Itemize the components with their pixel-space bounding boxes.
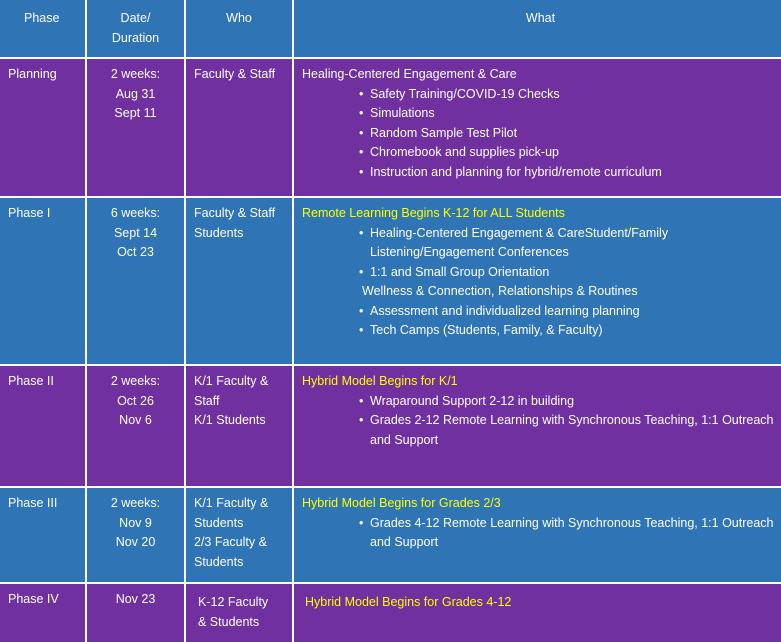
row-planning-date bbox=[87, 59, 184, 196]
header-who-label: Who bbox=[226, 11, 252, 25]
list-item: • Assessment and individualized learning planning bbox=[359, 303, 640, 318]
date-line: 2 weeks: bbox=[110, 374, 161, 388]
row-phase4-phase bbox=[0, 584, 85, 642]
date-line: Nov 6 bbox=[119, 413, 152, 427]
who-line: K/1 Students bbox=[194, 413, 266, 427]
row-phase4-who bbox=[186, 584, 292, 642]
list-item: • Safety Training/COVID-19 Checks bbox=[359, 86, 560, 101]
row-phase1-what bbox=[294, 198, 781, 364]
row-phase4-what bbox=[294, 584, 781, 642]
bullet-list bbox=[302, 224, 779, 283]
bullet-list bbox=[302, 392, 779, 451]
date-line: Nov 20 bbox=[115, 535, 156, 549]
list-item: • Grades 4-12 Remote Learning with Synchronous Teaching, 1:1 Outreach and Support bbox=[359, 515, 774, 549]
date-line: 2 weeks: bbox=[110, 496, 161, 510]
who-line: K/1 Faculty & bbox=[194, 374, 269, 388]
date-line: Sept 14 bbox=[113, 225, 158, 240]
date-line: Oct 23 bbox=[117, 245, 154, 259]
list-item: • Instruction and planning for hybrid/remote curriculum bbox=[359, 164, 662, 179]
sub-line: Wellness & Connection, Relationships & Routines bbox=[362, 284, 638, 298]
what-title: Remote Learning Begins K-12 for ALL Students bbox=[302, 206, 565, 220]
row-planning-who bbox=[186, 59, 292, 196]
what-title: Hybrid Model Begins for Grades 4-12 bbox=[305, 595, 512, 609]
date-line: 2 weeks: bbox=[110, 67, 161, 81]
list-item: • Simulations bbox=[359, 106, 435, 120]
row-phase1-who bbox=[186, 198, 292, 364]
who-line: & Students bbox=[198, 614, 260, 629]
date-line: Aug 31 bbox=[115, 86, 156, 101]
list-item: • Chromebook and supplies pick-up bbox=[359, 145, 559, 159]
list-item: • Tech Camps (Students, Family, & Faculty) bbox=[359, 323, 603, 337]
phase-label: Phase II bbox=[8, 374, 54, 388]
list-item: • 1:1 and Small Group Orientation bbox=[359, 264, 550, 279]
what-title: Healing-Centered Engagement & Care bbox=[302, 67, 517, 81]
list-item: • Wraparound Support 2-12 in building bbox=[359, 393, 575, 408]
row-phase2-phase bbox=[0, 366, 85, 486]
phase-label: Phase III bbox=[8, 496, 58, 510]
what-title: Hybrid Model Begins for K/1 bbox=[302, 374, 458, 388]
phase-label: Phase I bbox=[8, 206, 51, 220]
bullet-list bbox=[302, 85, 779, 183]
row-phase3-phase bbox=[0, 488, 85, 582]
who-line: K/1 Faculty & bbox=[194, 496, 269, 510]
who-line: 2/3 Faculty & bbox=[194, 535, 267, 549]
row-phase1-phase bbox=[0, 198, 85, 364]
who-line: Students bbox=[194, 225, 244, 240]
who-line: Students bbox=[194, 515, 244, 530]
date-line: Nov 9 bbox=[119, 515, 152, 530]
row-phase3-date bbox=[87, 488, 184, 582]
header-what-label: What bbox=[525, 11, 556, 25]
row-phase3-who bbox=[186, 488, 292, 582]
who-line: Faculty & Staff bbox=[194, 67, 276, 81]
phase-label: Planning bbox=[8, 67, 57, 81]
row-phase2-date bbox=[87, 366, 184, 486]
list-item: • Healing-Centered Engagement & CareStudent/Family Listening/Engagement Conferences bbox=[359, 225, 669, 259]
who-line: Students bbox=[194, 554, 244, 569]
date-line: Oct 26 bbox=[117, 393, 154, 408]
bullet-list bbox=[302, 514, 779, 553]
row-phase2-who bbox=[186, 366, 292, 486]
date-line: Nov 23 bbox=[115, 592, 156, 606]
who-line: Staff bbox=[194, 393, 220, 408]
header-date-line2: Duration bbox=[111, 30, 160, 45]
header-date bbox=[87, 0, 184, 57]
row-phase4-date bbox=[87, 584, 184, 642]
date-line: 6 weeks: bbox=[110, 206, 161, 220]
list-item: • Grades 2-12 Remote Learning with Synchronous Teaching, 1:1 Outreach and Support bbox=[359, 413, 774, 447]
header-what bbox=[294, 0, 781, 57]
header-phase-label: Phase bbox=[24, 11, 60, 25]
phase-label: Phase IV bbox=[8, 592, 59, 606]
who-line: K-12 Faculty bbox=[198, 595, 269, 609]
header-date-line1: Date/ bbox=[120, 11, 151, 25]
header-phase bbox=[0, 0, 85, 57]
row-phase3-what bbox=[294, 488, 781, 582]
row-planning-what bbox=[294, 59, 781, 196]
who-line: Faculty & Staff bbox=[194, 206, 276, 220]
bullet-list bbox=[302, 302, 779, 341]
row-phase1-date bbox=[87, 198, 184, 364]
what-title: Hybrid Model Begins for Grades 2/3 bbox=[302, 496, 501, 510]
list-item: • Random Sample Test Pilot bbox=[359, 125, 518, 140]
row-planning-phase bbox=[0, 59, 85, 196]
row-phase2-what bbox=[294, 366, 781, 486]
date-line: Sept 11 bbox=[114, 106, 157, 120]
header-who bbox=[186, 0, 292, 57]
